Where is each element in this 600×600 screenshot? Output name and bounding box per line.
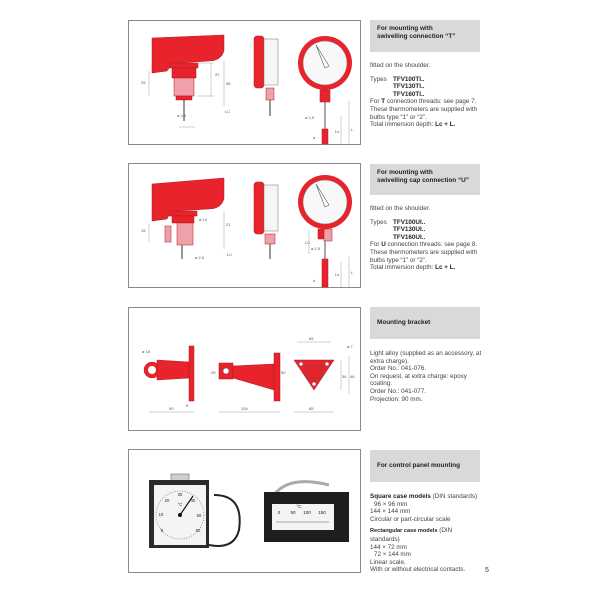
dim-label: 25	[141, 80, 146, 85]
dim-label: LC	[225, 109, 231, 114]
bulbs-note: These thermometers are supplied with bulbs type “1” or “2”.	[370, 248, 478, 264]
page-number: 5	[485, 567, 489, 574]
depth-note	[370, 121, 482, 129]
types-label: Types	[370, 75, 387, 83]
type-code: TFV160TI..	[393, 90, 425, 98]
dim-label: Ls	[335, 129, 340, 134]
header-line: swivelling connection “T”	[377, 33, 456, 40]
scale-tick: 50	[290, 510, 296, 515]
intro-text: fitted on the shoulder.	[370, 62, 431, 69]
header-line: For mounting with	[377, 25, 433, 32]
drawing-panel-u-connection	[128, 163, 361, 288]
dim-label: Ls	[335, 272, 340, 277]
threads-note	[370, 241, 482, 249]
scale-tick: 100	[303, 510, 311, 515]
header-line: For mounting with	[377, 169, 433, 176]
section-header-t-connection	[370, 20, 480, 52]
text: Total immersion depth:	[370, 121, 434, 129]
dim-label: LC	[305, 240, 311, 245]
rect-title	[370, 527, 482, 543]
text: For	[370, 98, 380, 106]
dim-label: 22	[215, 72, 220, 77]
text-line: On request, at extra charge: epoxy coating.	[370, 372, 467, 388]
text: Lc + L.	[435, 121, 456, 129]
scale-tick: 150	[318, 510, 326, 515]
photo-panel-control-panel	[128, 449, 361, 573]
text: (DIN standards)	[432, 493, 478, 500]
gauge-tick: 40	[190, 498, 196, 503]
dim-label: 65	[309, 336, 314, 341]
text-line: Order No.: 041-076.	[370, 365, 427, 373]
text: connection threads: see page 8.	[387, 241, 478, 249]
dim-label: L	[351, 270, 354, 275]
dim-label: d	[313, 135, 316, 140]
text: T	[381, 98, 386, 106]
text-line: Linear scale.	[370, 558, 406, 566]
description-control-panel	[370, 493, 482, 574]
dim-label: 25	[211, 370, 216, 375]
description-u-connection	[370, 205, 482, 272]
dim-label: ø 2,5	[195, 255, 205, 260]
text: Total immersion depth:	[370, 264, 434, 272]
gauge-tick: 60	[195, 528, 201, 533]
dim-label: 21	[226, 222, 231, 227]
text-line: 144 × 144 mm	[370, 508, 411, 516]
description-t-connection	[370, 62, 482, 129]
types-list	[370, 76, 482, 99]
types-label: Types	[370, 218, 387, 226]
dim-label: 85	[309, 406, 314, 411]
dim-label: ø 2,5	[311, 246, 321, 251]
gauge-tick: 10	[158, 512, 164, 517]
type-code: TFV100UI..	[393, 218, 426, 226]
text: connection threads: see page 7.	[386, 98, 477, 106]
depth-note	[370, 264, 482, 272]
text-line: 72 × 144 mm	[374, 551, 411, 559]
gauge-unit: °C	[177, 502, 183, 507]
dim-label: 46	[350, 374, 355, 379]
dim-label: ø 7	[347, 344, 353, 349]
dim-label: 58	[226, 81, 231, 86]
gauge-tick: 30	[177, 492, 183, 497]
text: U	[381, 241, 386, 249]
type-code: TFV160UI..	[393, 233, 426, 241]
text: Rectangular case models	[370, 528, 438, 535]
drawing-panel-t-connection	[128, 20, 361, 145]
text: Lc + L.	[435, 264, 456, 272]
dim-label: ø 2,5	[305, 115, 315, 120]
mounting-bracket-drawing	[129, 308, 362, 432]
t-connection-drawing	[129, 21, 362, 146]
panel-thermometers-photo	[129, 450, 362, 574]
text-line: Order No.: 041-077.	[370, 387, 427, 395]
section-header-control-panel	[370, 450, 480, 482]
description-mounting-bracket	[370, 350, 482, 403]
u-connection-drawing	[129, 164, 362, 289]
dim-label: 36	[342, 374, 347, 379]
dim-label: L	[351, 127, 354, 132]
text: For	[370, 241, 380, 249]
type-code: TFV100TI..	[393, 75, 425, 83]
dim-label: LC	[227, 252, 233, 257]
threads-note	[370, 98, 482, 106]
text-line: With or without electrical contacts.	[370, 566, 466, 574]
text: Square case models	[370, 493, 431, 500]
text-line: 144 × 72 mm	[370, 543, 407, 551]
text-line: Light alloy (supplied as an accessory, at extra charge).	[370, 350, 482, 365]
dim-label: ø 13	[199, 217, 208, 222]
header-line: swivelling cap connection “U”	[377, 177, 469, 184]
gauge-tick: 20	[164, 498, 170, 503]
types-list	[370, 219, 482, 242]
intro-text: fitted on the shoulder.	[370, 205, 431, 212]
bulbs-note: These thermometers are supplied with bulbs type “1” or “2”.	[370, 105, 478, 121]
text-line: 96 × 96 mm	[374, 500, 408, 508]
dim-label: 50	[281, 370, 286, 375]
header-line: Mounting bracket	[377, 319, 431, 326]
dim-label: d	[313, 278, 316, 283]
dim-label: ø 2,5	[177, 113, 187, 118]
section-header-u-connection	[370, 164, 480, 195]
gauge-tick: 0	[160, 528, 164, 533]
text: (DIN standards)	[370, 527, 453, 543]
header-line: For control panel mounting	[377, 462, 461, 469]
type-code: TFV130TI..	[393, 83, 425, 91]
section-header-mounting-bracket	[370, 307, 480, 339]
scale-tick: 0	[277, 510, 281, 515]
text-line: Circular or part-circular scale	[370, 515, 451, 523]
gauge-tick: 50	[196, 513, 202, 518]
dim-label: 15	[141, 228, 146, 233]
dim-label: 90	[169, 406, 174, 411]
text-line: Projection: 90 mm.	[370, 395, 423, 403]
type-code: TFV130UI..	[393, 226, 426, 234]
dim-label: 5	[186, 403, 189, 408]
drawing-panel-mounting-bracket	[128, 307, 361, 431]
square-title	[370, 493, 482, 501]
dim-label: ø 18	[142, 349, 151, 354]
dim-label: 104	[241, 406, 248, 411]
scale-unit: °C	[296, 504, 302, 509]
